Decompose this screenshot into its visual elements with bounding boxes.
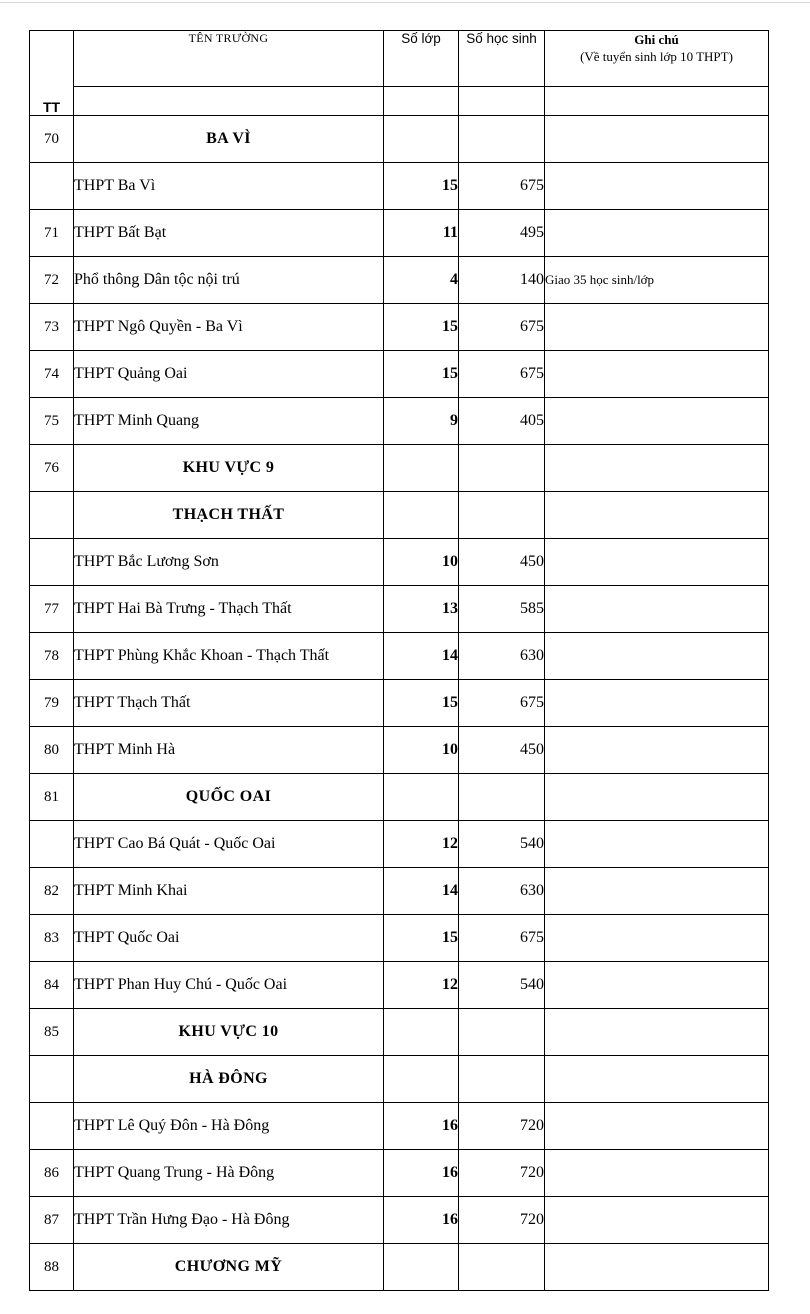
header-tt: TT <box>30 31 74 116</box>
row-tt-cell <box>30 1056 74 1103</box>
spacer-cell <box>459 87 545 116</box>
school-name-cell: THPT Quốc Oai <box>74 915 384 962</box>
note-cell <box>545 1103 769 1150</box>
note-cell <box>545 1150 769 1197</box>
school-name-cell: THPT Minh Hà <box>74 727 384 774</box>
section-title-cell: QUỐC OAI <box>74 774 384 821</box>
row-tt-cell <box>30 821 74 868</box>
class-count-cell: 10 <box>384 539 459 586</box>
class-count-cell: 11 <box>384 210 459 257</box>
section-title-cell: THẠCH THẤT <box>74 492 384 539</box>
row-tt-cell: 87 <box>30 1197 74 1244</box>
note-cell <box>545 539 769 586</box>
class-count-cell: 15 <box>384 304 459 351</box>
row-tt-cell <box>30 1103 74 1150</box>
class-count-cell: 13 <box>384 586 459 633</box>
row-tt-cell: 82 <box>30 868 74 915</box>
table-row <box>30 1197 769 1244</box>
table-row <box>30 633 769 680</box>
table-row <box>30 163 769 210</box>
school-name-cell: THPT Quảng Oai <box>74 351 384 398</box>
spacer-cell <box>384 87 459 116</box>
table-row <box>30 821 769 868</box>
row-tt-cell: 71 <box>30 210 74 257</box>
school-name-cell: THPT Cao Bá Quát - Quốc Oai <box>74 821 384 868</box>
class-count-cell: 14 <box>384 633 459 680</box>
note-cell <box>545 163 769 210</box>
student-count-cell: 585 <box>459 586 545 633</box>
note-cell <box>545 116 769 163</box>
row-tt-cell: 80 <box>30 727 74 774</box>
note-cell <box>545 304 769 351</box>
student-count-cell <box>459 116 545 163</box>
student-count-cell: 675 <box>459 351 545 398</box>
note-cell: Giao 35 học sinh/lớp <box>545 257 769 304</box>
class-count-cell: 16 <box>384 1150 459 1197</box>
class-count-cell: 9 <box>384 398 459 445</box>
table-row <box>30 539 769 586</box>
row-tt-cell: 72 <box>30 257 74 304</box>
section-row <box>30 1244 769 1291</box>
note-cell <box>545 586 769 633</box>
class-count-cell: 15 <box>384 351 459 398</box>
class-count-cell: 10 <box>384 727 459 774</box>
table-row <box>30 1150 769 1197</box>
note-cell <box>545 1009 769 1056</box>
school-name-cell: THPT Phan Huy Chú - Quốc Oai <box>74 962 384 1009</box>
header-notes <box>545 31 769 87</box>
table-row <box>30 1103 769 1150</box>
section-row <box>30 492 769 539</box>
table-row <box>30 962 769 1009</box>
school-name-cell: THPT Bất Bạt <box>74 210 384 257</box>
section-title-cell: BA VÌ <box>74 116 384 163</box>
table-row <box>30 257 769 304</box>
class-count-cell <box>384 1244 459 1291</box>
class-count-cell: 16 <box>384 1103 459 1150</box>
class-count-cell <box>384 774 459 821</box>
row-tt-cell: 85 <box>30 1009 74 1056</box>
class-count-cell: 12 <box>384 962 459 1009</box>
header-spacer-row <box>30 87 769 116</box>
student-count-cell: 495 <box>459 210 545 257</box>
student-count-cell: 450 <box>459 727 545 774</box>
row-tt-cell: 73 <box>30 304 74 351</box>
class-count-cell: 14 <box>384 868 459 915</box>
school-name-cell: THPT Lê Quý Đôn - Hà Đông <box>74 1103 384 1150</box>
note-cell <box>545 868 769 915</box>
note-cell <box>545 1244 769 1291</box>
note-cell <box>545 1197 769 1244</box>
header-notes-subtitle: (Về tuyển sinh lớp 10 THPT) <box>580 49 733 64</box>
student-count-cell <box>459 774 545 821</box>
note-cell <box>545 727 769 774</box>
school-name-cell: THPT Hai Bà Trưng - Thạch Thất <box>74 586 384 633</box>
row-tt-cell: 83 <box>30 915 74 962</box>
class-count-cell <box>384 492 459 539</box>
student-count-cell: 675 <box>459 163 545 210</box>
class-count-cell: 15 <box>384 915 459 962</box>
student-count-cell: 720 <box>459 1103 545 1150</box>
student-count-cell: 630 <box>459 633 545 680</box>
header-notes-title: Ghi chú <box>634 32 679 47</box>
class-count-cell: 16 <box>384 1197 459 1244</box>
school-name-cell: Phổ thông Dân tộc nội trú <box>74 257 384 304</box>
section-row <box>30 1056 769 1103</box>
class-count-cell <box>384 445 459 492</box>
table-row <box>30 680 769 727</box>
table-body <box>30 116 769 1291</box>
note-cell <box>545 351 769 398</box>
section-title-cell: KHU VỰC 9 <box>74 445 384 492</box>
note-cell <box>545 1056 769 1103</box>
note-cell <box>545 821 769 868</box>
row-tt-cell: 77 <box>30 586 74 633</box>
section-row <box>30 1009 769 1056</box>
note-cell <box>545 680 769 727</box>
class-count-cell <box>384 1009 459 1056</box>
row-tt-cell: 78 <box>30 633 74 680</box>
section-title-cell: CHƯƠNG MỸ <box>74 1244 384 1291</box>
student-count-cell <box>459 1244 545 1291</box>
row-tt-cell: 70 <box>30 116 74 163</box>
row-tt-cell: 88 <box>30 1244 74 1291</box>
row-tt-cell <box>30 492 74 539</box>
school-name-cell: THPT Trần Hưng Đạo - Hà Đông <box>74 1197 384 1244</box>
row-tt-cell: 81 <box>30 774 74 821</box>
student-count-cell: 540 <box>459 821 545 868</box>
school-name-cell: THPT Quang Trung - Hà Đông <box>74 1150 384 1197</box>
schools-table <box>29 30 769 1291</box>
class-count-cell <box>384 1056 459 1103</box>
student-count-cell: 630 <box>459 868 545 915</box>
row-tt-cell: 76 <box>30 445 74 492</box>
note-cell <box>545 633 769 680</box>
student-count-cell: 675 <box>459 304 545 351</box>
student-count-cell: 720 <box>459 1150 545 1197</box>
note-cell <box>545 398 769 445</box>
section-row <box>30 116 769 163</box>
spacer-cell <box>545 87 769 116</box>
student-count-cell: 405 <box>459 398 545 445</box>
section-row <box>30 774 769 821</box>
section-title-cell: HÀ ĐÔNG <box>74 1056 384 1103</box>
spacer-cell <box>74 87 384 116</box>
school-name-cell: THPT Ba Vì <box>74 163 384 210</box>
student-count-cell: 140 <box>459 257 545 304</box>
table-row <box>30 915 769 962</box>
table-row <box>30 398 769 445</box>
row-tt-cell: 86 <box>30 1150 74 1197</box>
table-row <box>30 304 769 351</box>
school-name-cell: THPT Thạch Thất <box>74 680 384 727</box>
note-cell <box>545 492 769 539</box>
table-row <box>30 586 769 633</box>
student-count-cell: 675 <box>459 915 545 962</box>
row-tt-cell <box>30 163 74 210</box>
header-row <box>30 31 769 87</box>
class-count-cell: 15 <box>384 680 459 727</box>
student-count-cell <box>459 1009 545 1056</box>
student-count-cell <box>459 445 545 492</box>
note-cell <box>545 774 769 821</box>
table-row <box>30 727 769 774</box>
note-cell <box>545 915 769 962</box>
school-name-cell: THPT Minh Quang <box>74 398 384 445</box>
row-tt-cell: 74 <box>30 351 74 398</box>
class-count-cell: 4 <box>384 257 459 304</box>
table-row <box>30 210 769 257</box>
row-tt-cell <box>30 539 74 586</box>
school-name-cell: THPT Ngô Quyền - Ba Vì <box>74 304 384 351</box>
note-cell <box>545 962 769 1009</box>
note-cell <box>545 445 769 492</box>
note-cell <box>545 210 769 257</box>
table-row <box>30 868 769 915</box>
row-tt-cell: 84 <box>30 962 74 1009</box>
student-count-cell: 540 <box>459 962 545 1009</box>
student-count-cell <box>459 492 545 539</box>
student-count-cell: 675 <box>459 680 545 727</box>
header-student-count: Số học sinh <box>459 31 545 87</box>
row-tt-cell: 79 <box>30 680 74 727</box>
school-name-cell: THPT Bắc Lương Sơn <box>74 539 384 586</box>
student-count-cell: 720 <box>459 1197 545 1244</box>
class-count-cell: 15 <box>384 163 459 210</box>
section-title-cell: KHU VỰC 10 <box>74 1009 384 1056</box>
student-count-cell: 450 <box>459 539 545 586</box>
row-tt-cell: 75 <box>30 398 74 445</box>
class-count-cell <box>384 116 459 163</box>
top-divider <box>0 2 810 3</box>
class-count-cell: 12 <box>384 821 459 868</box>
header-school-name: TÊN TRƯỜNG <box>74 31 384 87</box>
section-row <box>30 445 769 492</box>
school-name-cell: THPT Phùng Khắc Khoan - Thạch Thất <box>74 633 384 680</box>
table-row <box>30 351 769 398</box>
school-name-cell: THPT Minh Khai <box>74 868 384 915</box>
header-class-count: Số lớp <box>384 31 459 87</box>
student-count-cell <box>459 1056 545 1103</box>
